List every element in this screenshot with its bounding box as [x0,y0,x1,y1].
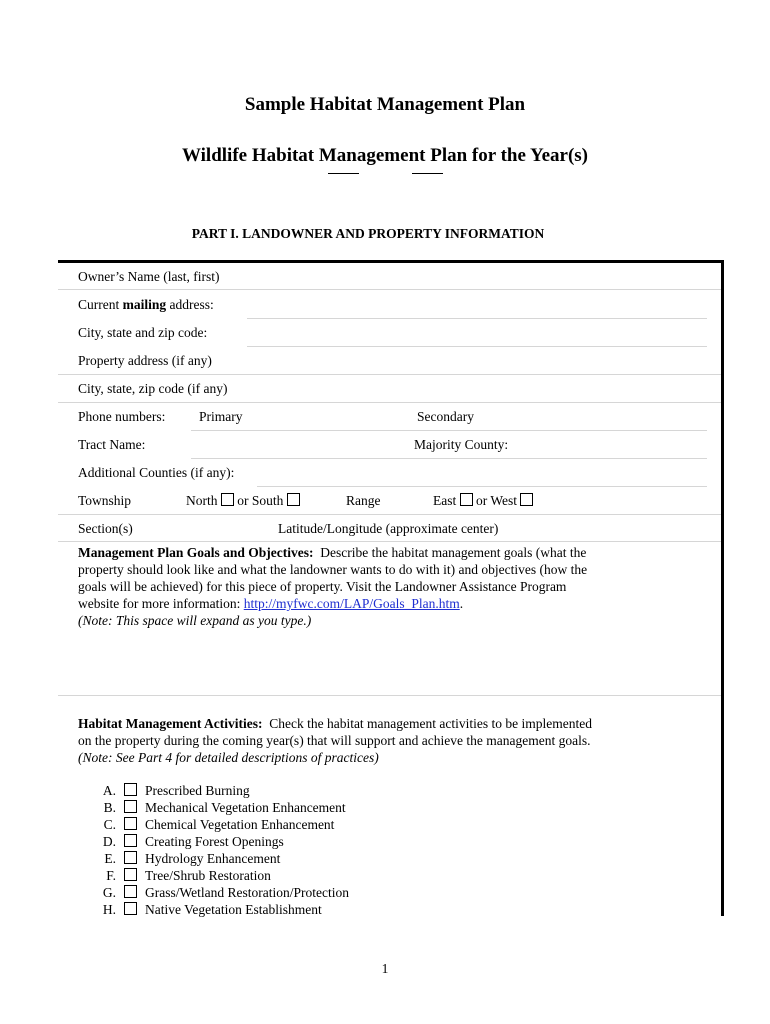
activity-label: Creating Forest Openings [145,834,284,849]
or-west-label: or West [476,493,518,508]
page-number: 1 [381,961,389,976]
goals-text: . [459,596,464,611]
activity-checkbox[interactable] [124,902,137,915]
activity-checkbox[interactable] [124,851,137,864]
activity-letter: B. [103,800,116,815]
activity-letter: A. [102,783,116,798]
mailing-address-label: Current mailing address: [78,297,214,312]
activity-item [98,851,280,867]
phone-secondary-label[interactable]: Secondary [417,409,474,424]
sections-label[interactable]: Section(s) [78,521,133,536]
activities-note: (Note: See Part 4 for detailed descriptions of practices) [78,750,379,765]
year-blank-2[interactable] [412,173,443,174]
activity-checkbox[interactable] [124,834,137,847]
goals-section[interactable] [78,544,708,629]
owner-name-row[interactable] [78,263,721,291]
east-checkbox[interactable] [460,493,473,506]
or-south-label: or South [237,493,284,508]
lat-long-label[interactable]: Latitude/Longitude (approximate center) [278,521,499,536]
activity-letter: C. [103,817,116,832]
township-label[interactable]: Township [78,493,132,508]
divider [58,541,721,542]
activity-checkbox[interactable] [124,885,137,898]
east-label: East [433,493,457,508]
activity-item [98,817,334,833]
activity-letter: F. [106,868,116,883]
activity-checkbox[interactable] [124,868,137,881]
goals-text: Describe the habitat management goals (what the [320,545,587,560]
city-state-zip-row[interactable] [78,319,721,347]
activity-item [98,800,346,816]
goals-text: goals will be achieved) for this piece of property. Visit the Landowner Assistance Program [78,579,567,594]
activity-label: Prescribed Burning [145,783,250,798]
activities-section [78,715,708,766]
activities-heading: Habitat Management Activities: [78,716,263,731]
activity-letter: D. [102,834,116,849]
phone-primary-label[interactable]: Primary [199,409,243,424]
activity-letter: E. [104,851,116,866]
goals-text: property should look like and what the landowner wants to do with it) and objectives (how the [78,562,588,577]
owner-name-label: Owner’s Name (last, first) [78,269,220,284]
activity-item [98,902,322,918]
additional-counties-label: Additional Counties (if any): [78,465,235,480]
phone-row [78,403,721,431]
goals-plan-link[interactable]: http://myfwc.com/LAP/Goals_Plan.htm [243,596,460,611]
document-title: Sample Habitat Management Plan [244,94,526,115]
activity-label: Chemical Vegetation Enhancement [145,817,335,832]
property-address-row[interactable] [78,347,721,375]
additional-counties-row[interactable] [78,459,721,487]
property-city-label: City, state, zip code (if any) [78,381,228,396]
phone-numbers-label: Phone numbers: [78,409,166,424]
activity-label: Native Vegetation Establishment [145,902,322,917]
activity-label: Hydrology Enhancement [145,851,281,866]
activity-letter: G. [102,885,116,900]
activity-letter: H. [102,902,116,917]
sections-row [78,515,721,543]
activity-item [98,885,349,901]
goals-heading: Management Plan Goals and Objectives: [78,545,314,560]
mailing-address-row[interactable] [78,291,721,319]
township-range-row [78,487,721,515]
south-checkbox[interactable] [287,493,300,506]
tract-name-label[interactable]: Tract Name: [78,437,146,452]
goals-text: website for more information: [78,596,244,611]
range-label[interactable]: Range [346,493,381,508]
north-checkbox[interactable] [221,493,234,506]
activity-item [98,783,250,799]
activity-label: Tree/Shrub Restoration [145,868,271,883]
landowner-form [58,260,724,916]
north-label: North [186,493,218,508]
goals-note: (Note: This space will expand as you type.) [78,613,312,628]
activity-checkbox[interactable] [124,817,137,830]
majority-county-label[interactable]: Majority County: [414,437,509,452]
property-city-row[interactable] [78,375,721,403]
divider [58,289,721,290]
tract-row [78,431,721,459]
activity-checkbox[interactable] [124,800,137,813]
property-address-label: Property address (if any) [78,353,212,368]
city-state-zip-label: City, state and zip code: [78,325,208,340]
activity-item [98,868,271,884]
west-checkbox[interactable] [520,493,533,506]
divider [58,695,721,696]
activity-label: Grass/Wetland Restoration/Protection [145,885,349,900]
year-blank-1[interactable] [328,173,359,174]
activities-text: on the property during the coming year(s) that will support and achieve the management goals. [78,733,591,748]
part1-heading: PART I. LANDOWNER AND PROPERTY INFORMATION [191,226,545,241]
activities-text: Check the habitat management activities to be implemented [269,716,592,731]
document-subtitle: Wildlife Habitat Management Plan for the Year(s) [182,145,588,166]
activity-checkbox[interactable] [124,783,137,796]
activity-label: Mechanical Vegetation Enhancement [145,800,346,815]
activity-item [98,834,284,850]
